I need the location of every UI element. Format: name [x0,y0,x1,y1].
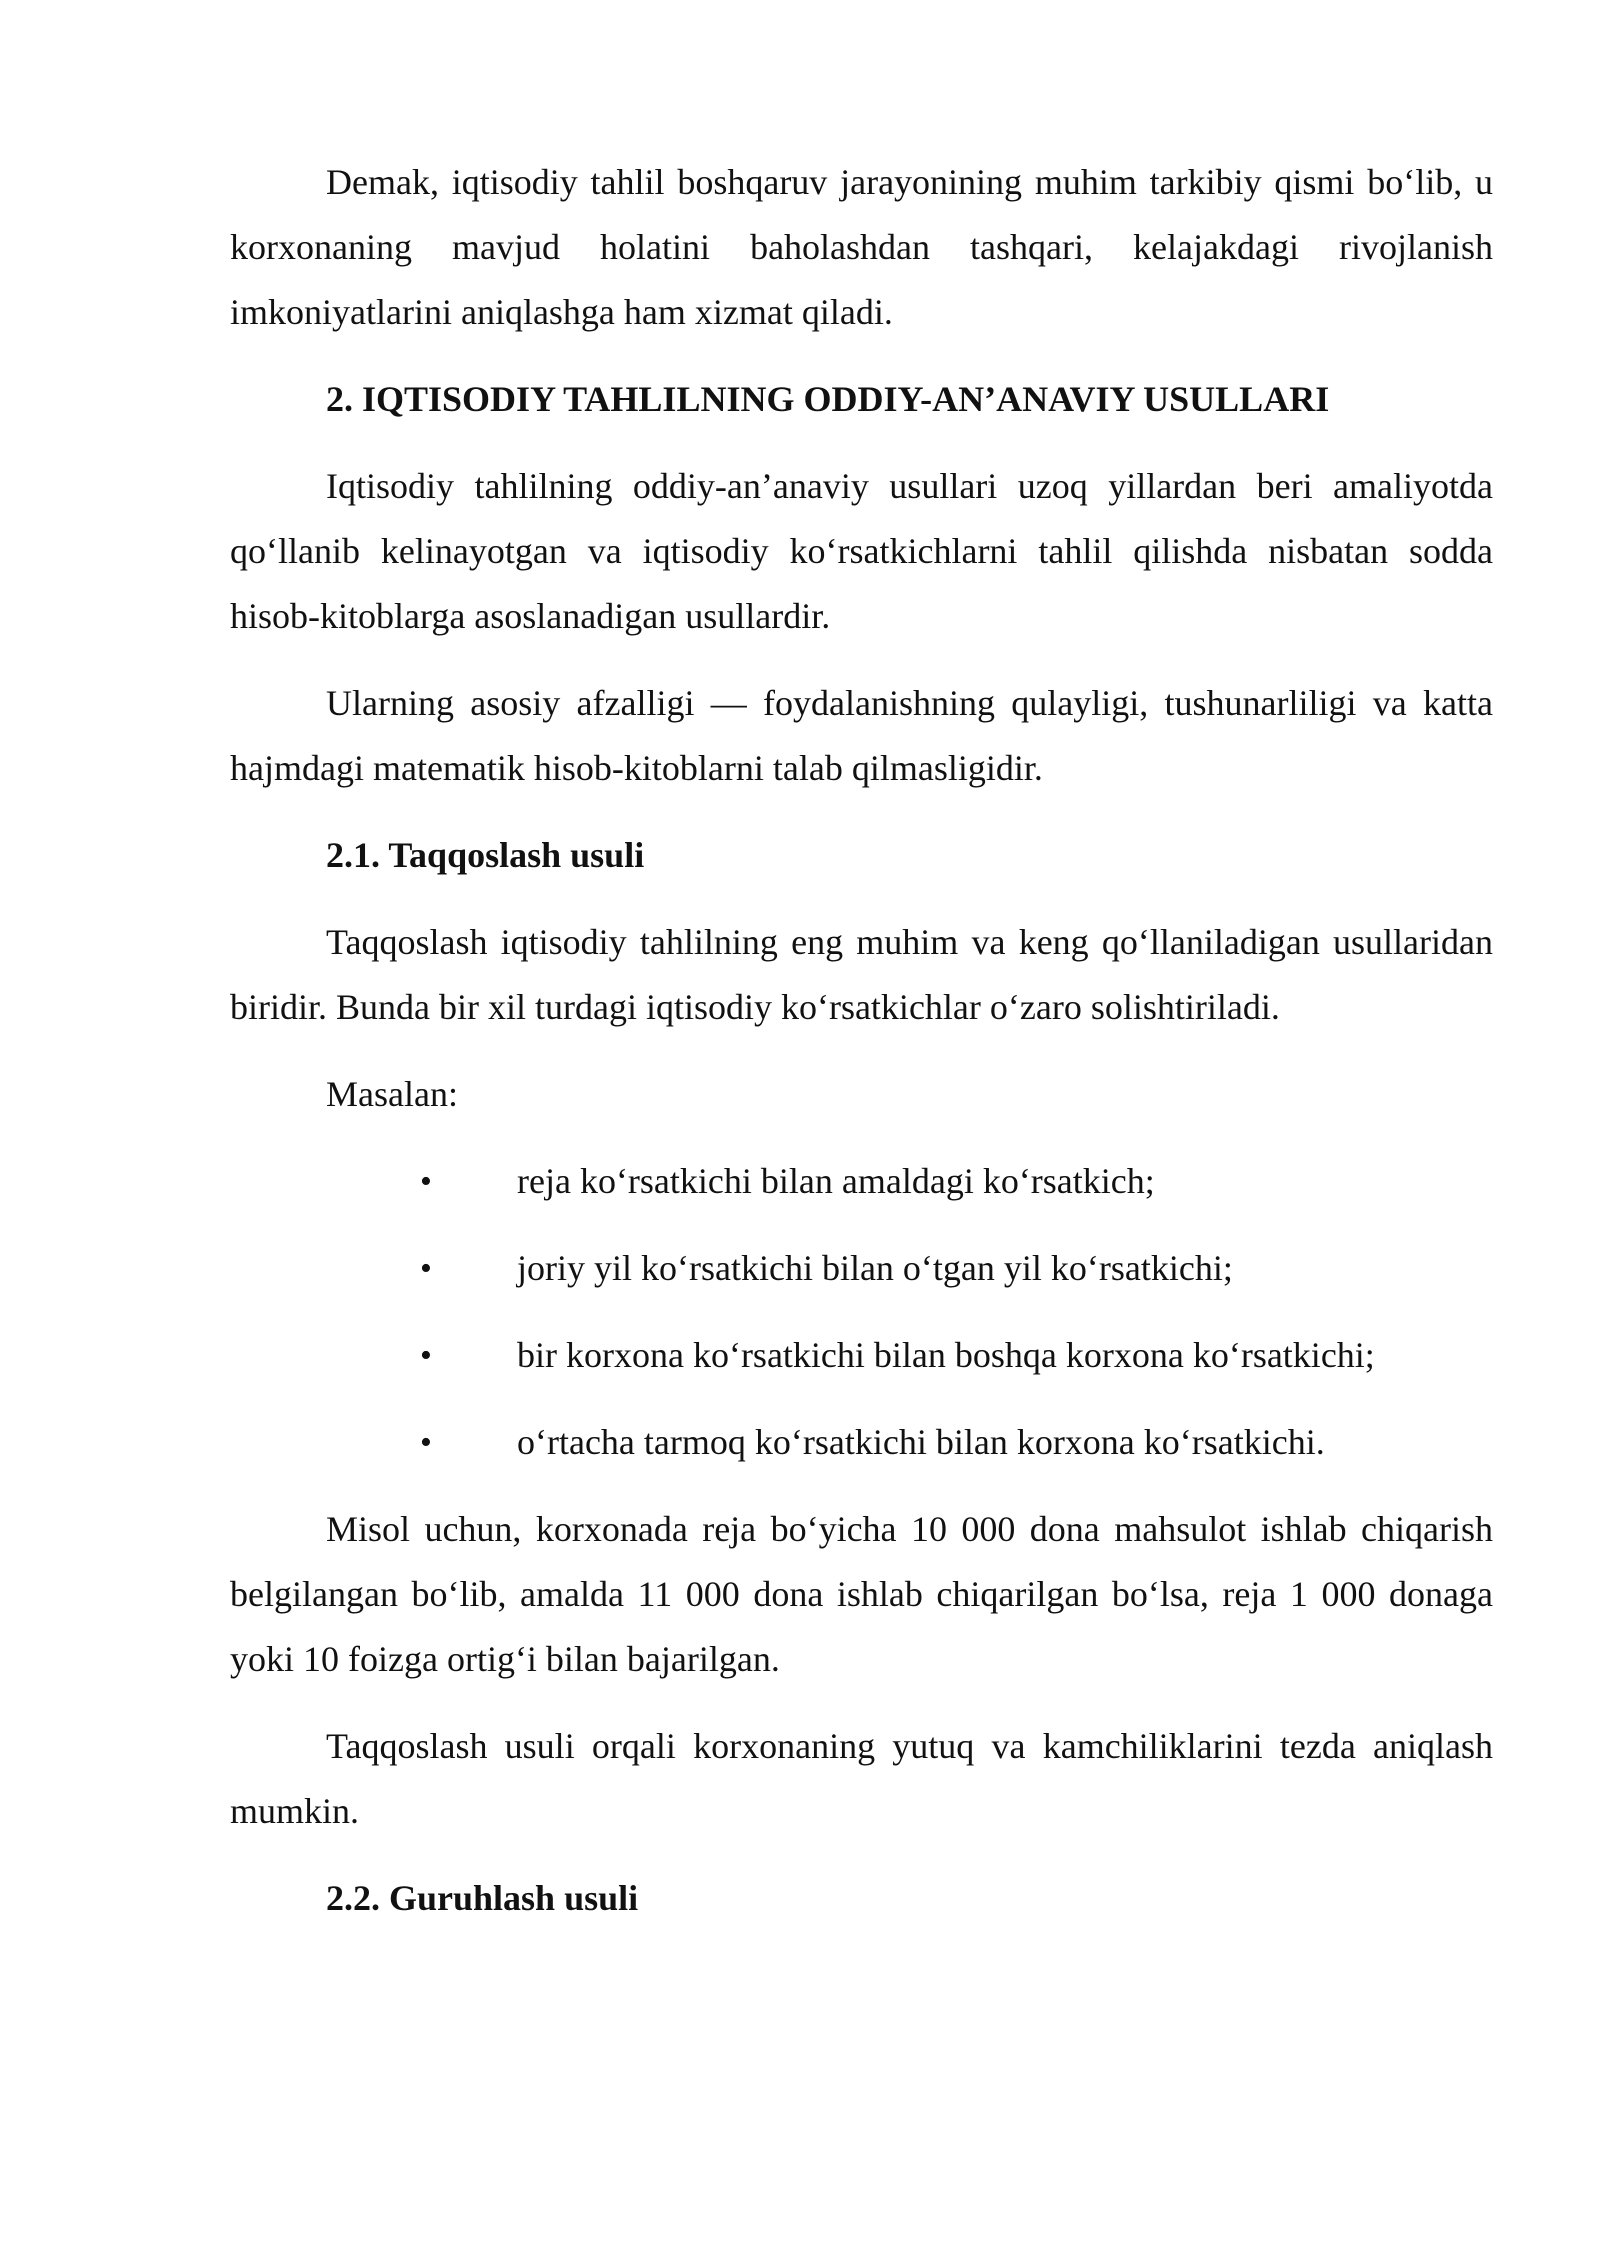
list-item [230,1149,1493,1214]
subsection-heading-2-1: 2.1. Taqqoslash usuli [326,835,645,875]
paragraph-methods-advantage: Ularning asosiy afzalligi — foydalanishning qulayligi, tushunarliligi va katta hajmdagi matematik hisob-kitoblarni talab qilmasligidir. [230,683,1493,788]
bullet-icon: • [420,1163,432,1200]
examples-intro: Masalan: [326,1074,458,1114]
document-page [230,150,1493,1953]
list-item-text: reja ko‘rsatkichi bilan amaldagi ko‘rsatkich; [517,1161,1155,1201]
list-item [230,1410,1493,1475]
list-item-text: joriy yil ko‘rsatkichi bilan o‘tgan yil ko‘rsatkichi; [517,1248,1233,1288]
section-heading-2: 2. IQTISODIY TAHLILNING ODDIY-AN’ANAVIY USULLARI [326,379,1330,419]
bullet-icon: • [420,1337,432,1374]
comparison-examples-list [230,1149,1493,1475]
list-item [230,1323,1493,1388]
paragraph-comparison-method: Taqqoslash iqtisodiy tahlilning eng muhim va keng qo‘llaniladigan usullaridan biridir. Bunda bir xil turdagi iqtisodiy ko‘rsatkichlar o‘zaro solishtiriladi. [230,922,1493,1027]
list-item-text: o‘rtacha tarmoq ko‘rsatkichi bilan korxona ko‘rsatkichi. [517,1422,1325,1462]
paragraph-example: Misol uchun, korxonada reja bo‘yicha 10 000 dona mahsulot ishlab chiqarish belgilangan bo‘lib, amalda 11 000 dona ishlab chiqarilgan bo‘lsa, reja 1 000 donaga yoki 10 foizga ortig‘i bilan bajarilgan. [230,1509,1493,1679]
bullet-icon: • [420,1250,432,1287]
list-item [230,1236,1493,1301]
subsection-heading-2-2: 2.2. Guruhlash usuli [326,1878,639,1918]
bullet-icon: • [420,1424,432,1461]
paragraph-conclusion: Demak, iqtisodiy tahlil boshqaruv jarayonining muhim tarkibiy qismi bo‘lib, u korxonaning mavjud holatini baholashdan tashqari, kelajakdagi rivojlanish imkoniyatlarini aniqlashga ham xizmat qiladi. [230,162,1493,332]
list-item-text: bir korxona ko‘rsatkichi bilan boshqa korxona ko‘rsatkichi; [517,1335,1375,1375]
paragraph-comparison-benefit: Taqqoslash usuli orqali korxonaning yutuq va kamchiliklarini tezda aniqlash mumkin. [230,1726,1493,1831]
paragraph-methods-definition: Iqtisodiy tahlilning oddiy-an’anaviy usullari uzoq yillardan beri amaliyotda qo‘llanib kelinayotgan va iqtisodiy ko‘rsatkichlarni tahlil qilishda nisbatan sodda hisob-kitoblarga asoslanadigan usullardir. [230,466,1493,636]
